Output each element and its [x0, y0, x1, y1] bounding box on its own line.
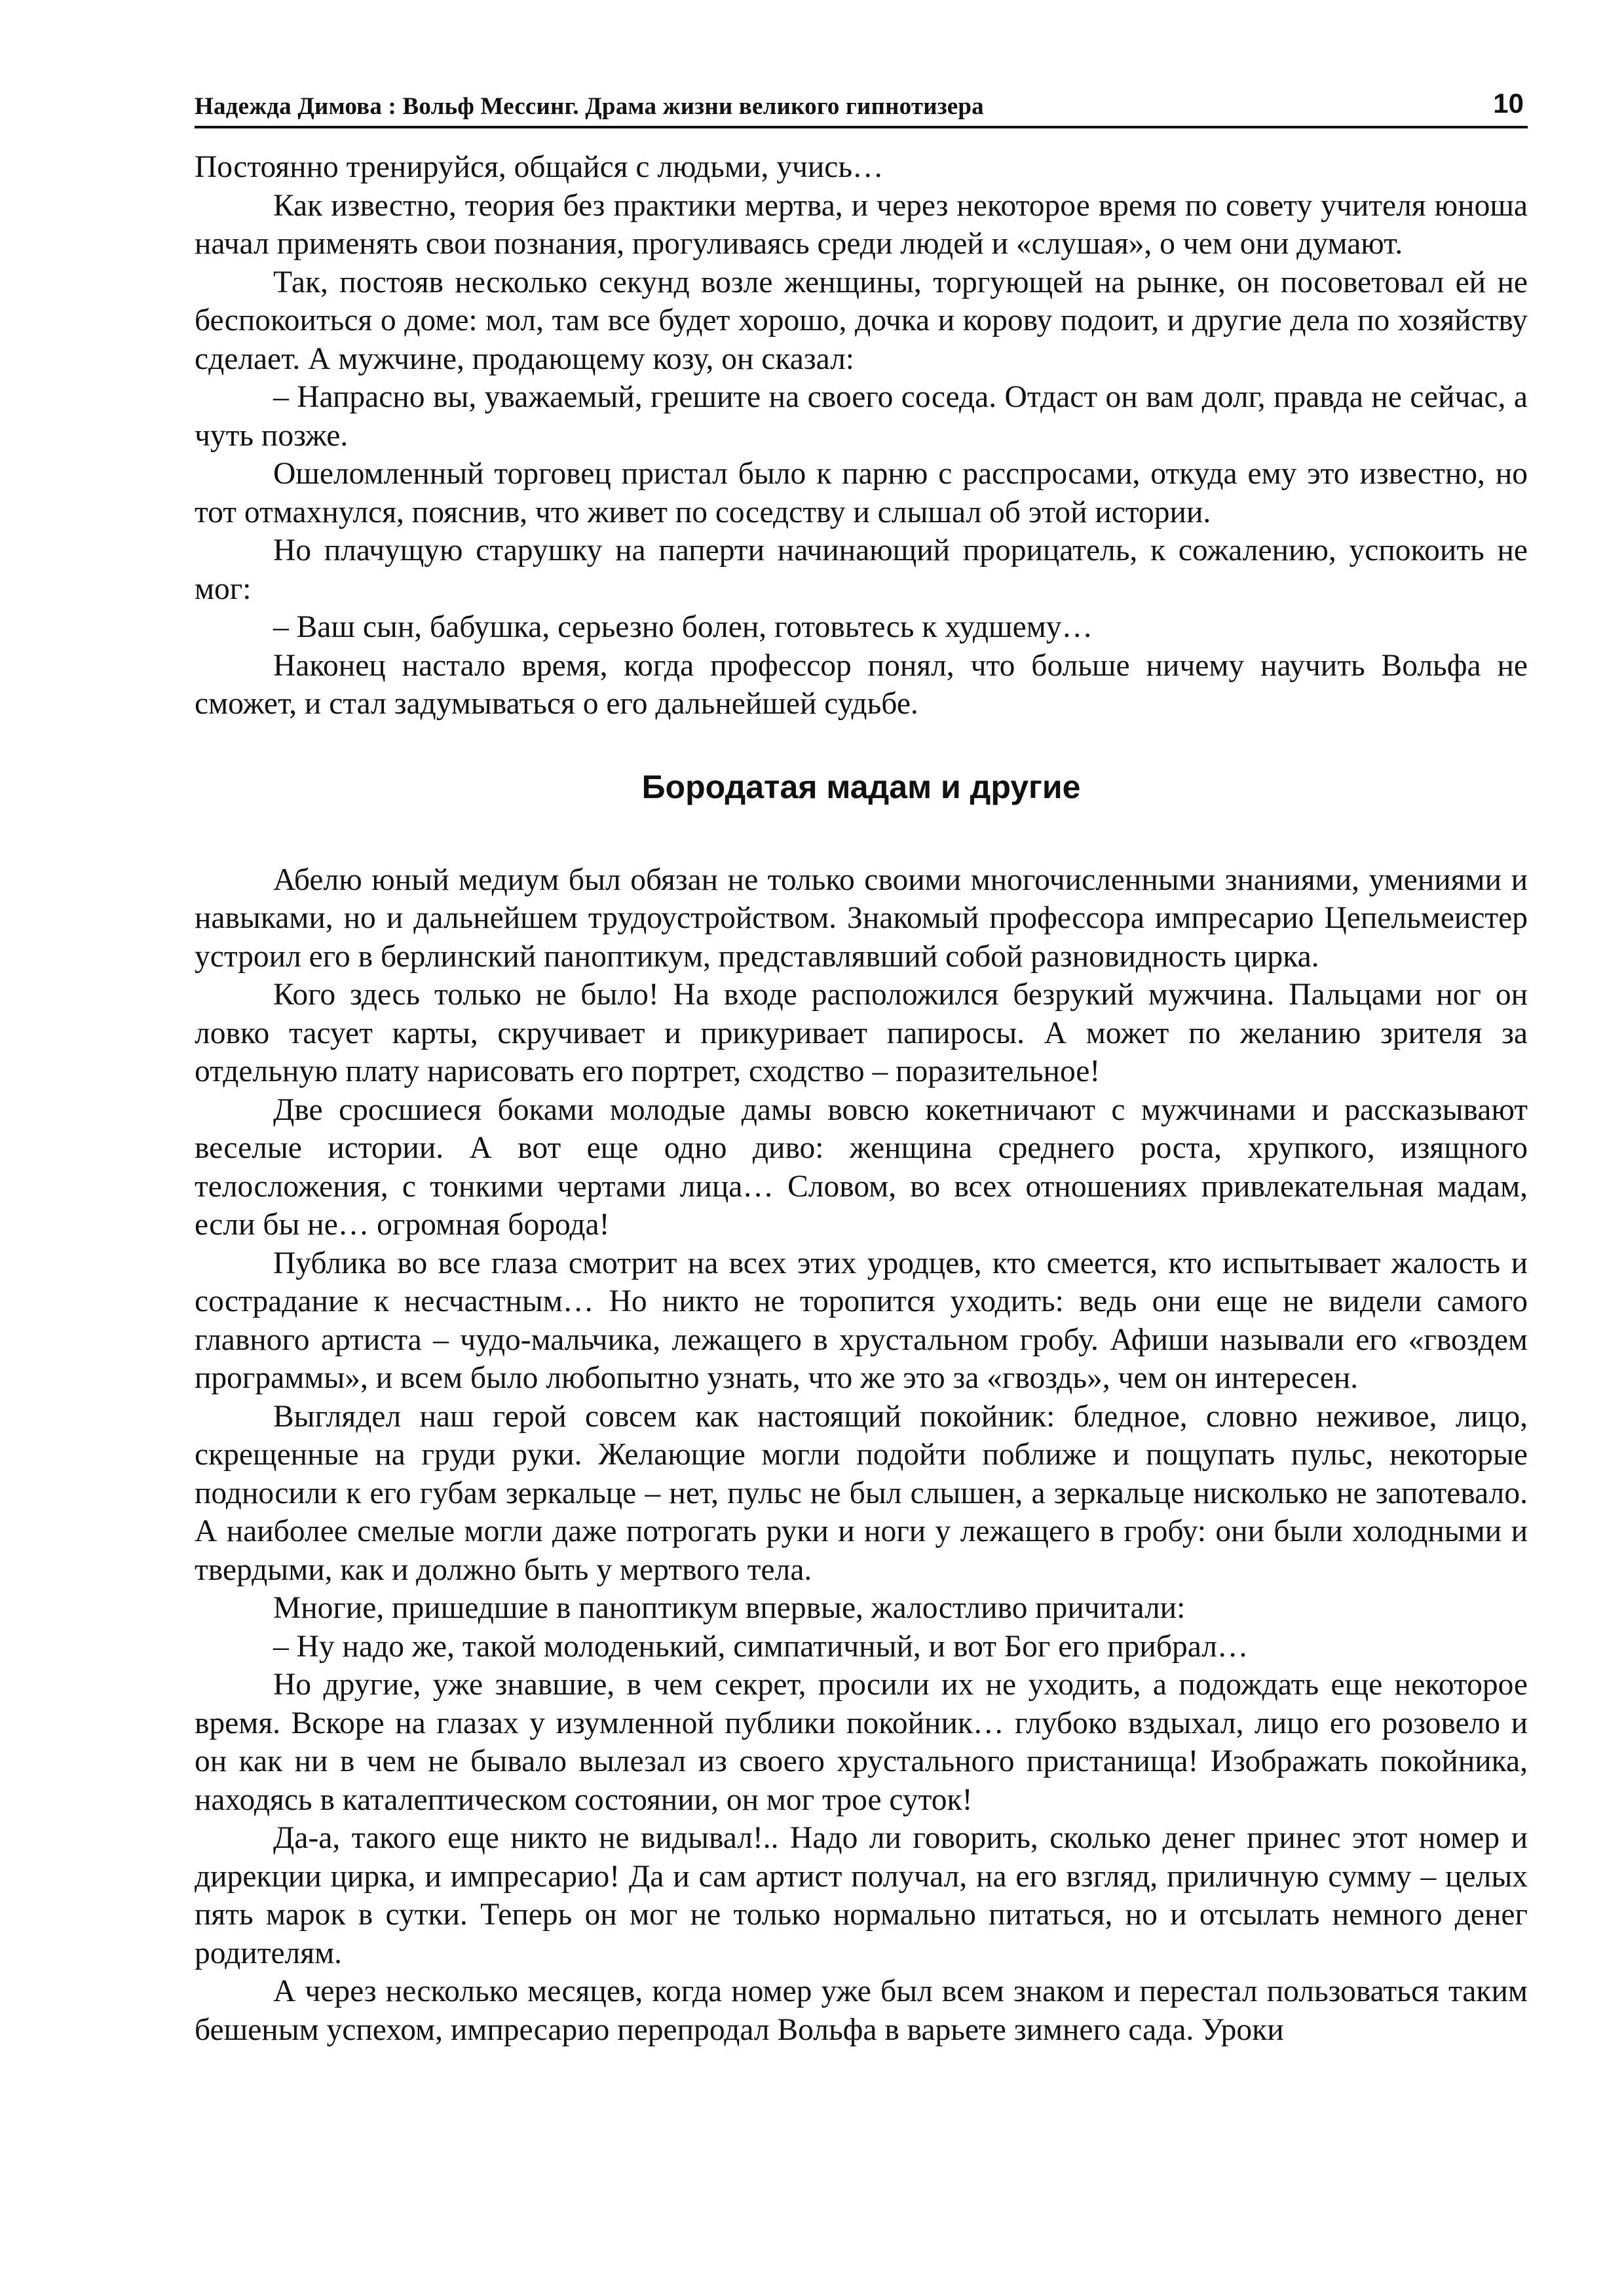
paragraph: Как известно, теория без практики мертва, и через некоторое время по совету учителя юноша начал применять свои познания, прогуливаясь среди людей и «слушая», о чем они думают. [195, 188, 1528, 261]
paragraph: Но плачущую старушку на паперти начинающий прорицатель, к сожалению, успокоить не мог: [195, 533, 1528, 606]
paragraph: Выглядел наш герой совсем как настоящий покойник: бледное, словно неживое, лицо, скрещенные на груди руки. Желающие могли подойти поближе и пощупать пульс, некоторые подносили к его губам зеркальце – нет, пульс не был слышен, а зеркальце нисколько не запотевало. А наиболее смелые могли даже потрогать руки и ноги у лежащего в гробу: они были холодными и твердыми, как и должно быть у мертвого тела. [195, 1399, 1528, 1587]
dialogue-line: – Ваш сын, бабушка, серьезно болен, готовьтесь к худшему… [273, 610, 1093, 644]
paragraph: Кого здесь только не было! На входе расположился безрукий мужчина. Пальцами ног он ловко тасует карты, скручивает и прикуривает папиросы. А может по желанию зрителя за отдельную плату нарисовать его портрет, сходство – поразительное! [195, 978, 1528, 1088]
paragraph: Две сросшиеся боками молодые дамы вовсю кокетничают с мужчинами и рассказывают веселые истории. А вот еще одно диво: женщина среднего роста, хрупкого, изящного телосложения, с тонкими чертами лица… Словом, во всех отношениях привлекательная мадам, если бы не… огромная борода! [195, 1092, 1528, 1242]
dialogue-line: – Напрасно вы, уважаемый, грешите на своего соседа. Отдаст он вам долг, правда не сейчас, а чуть позже. [195, 380, 1528, 453]
paragraph: Постоянно тренируйся, общайся с людьми, учись… [195, 150, 884, 184]
paragraph: Публика во все глаза смотрит на всех этих уродцев, кто смеется, кто испытывает жалость и сострадание к несчастным… Но никто не торопится уходить: ведь они еще не видели самого главного артиста – чудо-мальчика, лежащего в хрустальном гробу. Афиши называли его «гвоздем программы», и всем было любопытно узнать, что же это за «гвоздь», чем он интересен. [195, 1246, 1528, 1395]
paragraph: А через несколько месяцев, когда номер уже был всем знаком и перестал пользоваться таким бешеным успехом, импресарио перепродал Вольфа в варьете зимнего сада. Уроки [195, 1974, 1528, 2047]
section-heading: Бородатая мадам и другие [641, 768, 1081, 805]
paragraph: Многие, пришедшие в паноптикум впервые, жалостливо причитали: [273, 1591, 1186, 1625]
document-body [195, 148, 1528, 2049]
dialogue-line: – Ну надо же, такой молоденький, симпатичный, и вот Бог его прибрал… [273, 1629, 1249, 1664]
running-title: Надежда Димова : Вольф Мессинг. Драма жизни великого гипнотизера [195, 93, 984, 120]
paragraph: Но другие, уже знавшие, в чем секрет, просили их не уходить, а подождать еще некоторое время. Вскоре на глазах у изумленной публики покойник… глубоко вздыхал, лицо его розовело и он как ни в чем не бывало вылезал из своего хрустального пристанища! Изображать покойника, находясь в каталептическом состоянии, он мог трое суток! [195, 1668, 1528, 1817]
paragraph: Да-а, такого еще никто не видывал!.. Надо ли говорить, сколько денег принес этот номер и дирекции цирка, и импресарио! Да и сам артист получал, на его взгляд, приличную сумму – целых пять марок в сутки. Теперь он мог не только нормально питаться, но и отсылать немного денег родителям. [195, 1821, 1528, 1970]
paragraph: Так, постояв несколько секунд возле женщины, торгующей на рынке, он посоветовал ей не беспокоиться о доме: мол, там все будет хорошо, дочка и корову подоит, и другие дела по хозяйству сделает. А мужчине, продающему козу, он сказал: [195, 265, 1528, 376]
page-number: 10 [1493, 88, 1524, 119]
paragraph: Ошеломленный торговец пристал было к парню с расспросами, откуда ему это известно, но тот отмахнулся, пояснив, что живет по соседству и слышал об этой истории. [195, 457, 1528, 529]
page-header [195, 84, 1528, 128]
paragraph: Наконец настало время, когда профессор понял, что больше ничему научить Вольфа не сможет, и стал задумываться о его дальнейшей судьбе. [195, 648, 1528, 721]
paragraph: Абелю юный медиум был обязан не только своими многочисленными знаниями, умениями и навыками, но и дальнейшем трудоустройством. Знакомый профессора импресарио Цепельмеистер устроил его в берлинский паноптикум, представлявший собой разновидность цирка. [195, 862, 1528, 974]
